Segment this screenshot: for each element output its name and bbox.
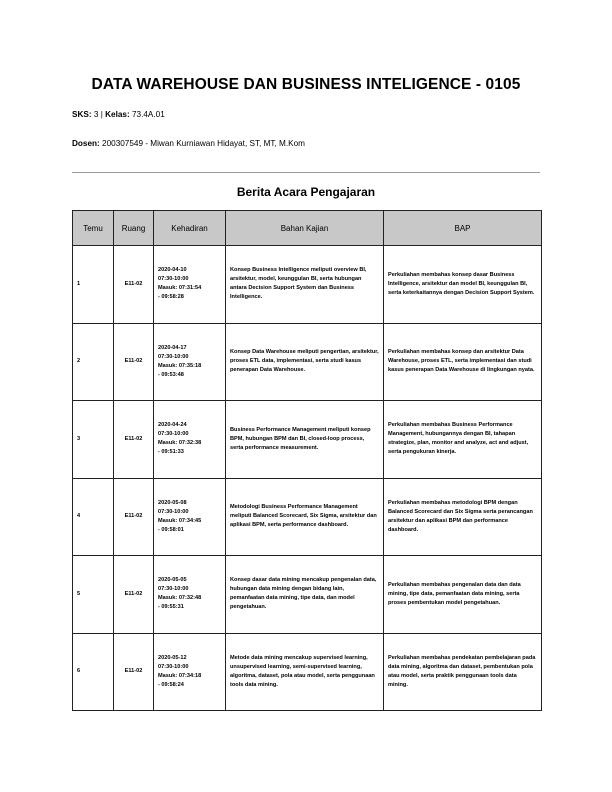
- attendance-checkin: Masuk: 07:32:48: [158, 595, 202, 602]
- col-header-kehadiran: Kehadiran: [154, 211, 226, 246]
- cell-bap: Perkuliahan membahas konsep dasar Business Intelligence, arsitektur dan model BI, keunggulan BI, serta keterkaitannya dengan Decision Support System.: [384, 246, 542, 324]
- attendance-date: 2020-05-08: [158, 499, 187, 506]
- attendance-checkout: - 09:58:01: [158, 526, 184, 533]
- cell-bahan-kajian: Konsep Business Intelligence meliputi overview BI, arsitektur, model, keunggulan BI, serta hubungan antara Decision Support System dan Business Intelligence.: [226, 246, 384, 324]
- cell-kehadiran: [154, 633, 226, 711]
- col-header-ruang: Ruang: [114, 211, 154, 246]
- attendance-checkout: - 09:58:28: [158, 294, 184, 301]
- cell-kehadiran: [154, 323, 226, 401]
- cell-bap: Perkuliahan membahas konsep dan arsitektur Data Warehouse, proses ETL, serta implementasi dan studi kasus penerapan Data Warehouse di lingkungan nyata.: [384, 323, 542, 401]
- cell-ruang: E11-02: [114, 323, 154, 401]
- table-row: [73, 478, 542, 556]
- attendance-checkin: Masuk: 07:34:18: [158, 672, 202, 679]
- kelas-value: 73.4A.01: [131, 110, 165, 119]
- course-title: DATA WAREHOUSE DAN BUSINESS INTELIGENCE - 0105: [91, 76, 521, 93]
- cell-ruang: E11-02: [114, 633, 154, 711]
- attendance-checkin: Masuk: 07:31:54: [158, 285, 202, 292]
- attendance-checkout: - 09:53:48: [158, 371, 184, 378]
- cell-ruang: E11-02: [114, 401, 154, 479]
- col-header-bahan-kajian: Bahan Kajian: [226, 211, 384, 246]
- table-row: [73, 633, 542, 711]
- kelas-label: Kelas:: [105, 110, 130, 119]
- attendance-checkout: - 09:55:31: [158, 604, 184, 611]
- section-title: Berita Acara Pengajaran: [236, 185, 376, 199]
- cell-kehadiran: [154, 246, 226, 324]
- lecturer-line: [72, 139, 305, 148]
- table-row: [73, 323, 542, 401]
- cell-temu: 6: [73, 633, 114, 711]
- attendance-checkout: - 09:51:33: [158, 449, 184, 456]
- attendance-checkin: Masuk: 07:32:38: [158, 440, 202, 447]
- table-row: [73, 246, 542, 324]
- cell-ruang: E11-02: [114, 478, 154, 556]
- col-header-bap: BAP: [384, 211, 542, 246]
- cell-bahan-kajian: Konsep dasar data mining mencakup pengenalan data, hubungan data mining dengan bidang lain, pemanfaatan data mining, tipe data, dan model pengetahuan.: [226, 556, 384, 634]
- attendance-schedule: 07:30-10:00: [158, 586, 189, 593]
- cell-bahan-kajian: Business Performance Management meliputi konsep BPM, hubungan BPM dan BI, closed-loop process, serta performance measurement.: [226, 401, 384, 479]
- cell-temu: 4: [73, 478, 114, 556]
- attendance-checkin: Masuk: 07:34:45: [158, 517, 202, 524]
- attendance-schedule: 07:30-10:00: [158, 431, 189, 438]
- table-row: [73, 401, 542, 479]
- attendance-date: 2020-04-10: [158, 267, 187, 274]
- cell-temu: 3: [73, 401, 114, 479]
- teaching-report-table: [72, 210, 542, 711]
- cell-bap: Perkuliahan membahas pengenalan data dan data mining, tipe data, pemanfaatan data mining, serta proses pembentukan model pengetahuan.: [384, 556, 542, 634]
- attendance-schedule: 07:30-10:00: [158, 508, 189, 515]
- dosen-value: 200307549 - Miwan Kurniawan Hidayat, ST, MT, M.Kom: [102, 139, 305, 148]
- cell-temu: 5: [73, 556, 114, 634]
- cell-bahan-kajian: Metodologi Business Performance Management meliputi Balanced Scorecard, Six Sigma, arsitektur dan aplikasi BPM, serta performance dashboard.: [226, 478, 384, 556]
- cell-ruang: E11-02: [114, 556, 154, 634]
- cell-bahan-kajian: Metode data mining mencakup supervised learning, unsupervised learning, semi-supervised learning, algoritma, dataset, pola atau model, serta penggunaan tools data mining.: [226, 633, 384, 711]
- attendance-date: 2020-04-24: [158, 422, 187, 429]
- divider: [72, 172, 540, 173]
- cell-kehadiran: [154, 478, 226, 556]
- attendance-schedule: 07:30-10:00: [158, 663, 189, 670]
- attendance-schedule: 07:30-10:00: [158, 276, 189, 283]
- info-separator: |: [100, 110, 103, 119]
- cell-bap: Perkuliahan membahas pendekatan pembelajaran pada data mining, algoritma dan dataset, pembentukan pola atau model, serta praktik penggunaan tools data mining.: [384, 633, 542, 711]
- cell-kehadiran: [154, 401, 226, 479]
- col-header-temu: Temu: [73, 211, 114, 246]
- cell-ruang: E11-02: [114, 246, 154, 324]
- attendance-date: 2020-05-12: [158, 654, 187, 661]
- dosen-label: Dosen:: [72, 139, 100, 148]
- cell-temu: 1: [73, 246, 114, 324]
- table-header-row: [73, 211, 542, 246]
- attendance-checkout: - 09:58:24: [158, 681, 184, 688]
- sks-label: SKS:: [72, 110, 92, 119]
- cell-bap: Perkuliahan membahas Business Performance Management, hubungannya dengan BI, tahapan strategize, plan, monitor and analyze, act and adjust, serta pengukuran kinerja.: [384, 401, 542, 479]
- table-row: [73, 556, 542, 634]
- cell-temu: 2: [73, 323, 114, 401]
- attendance-checkin: Masuk: 07:35:18: [158, 362, 202, 369]
- cell-kehadiran: [154, 556, 226, 634]
- attendance-date: 2020-04-17: [158, 344, 187, 351]
- attendance-schedule: 07:30-10:00: [158, 353, 189, 360]
- cell-bahan-kajian: Konsep Data Warehouse meliputi pengertian, arsitektur, proses ETL data, implementasi, serta studi kasus penerapan Data Warehouse.: [226, 323, 384, 401]
- course-info-line: [72, 110, 165, 119]
- attendance-date: 2020-05-05: [158, 577, 187, 584]
- sks-value: 3: [93, 110, 99, 119]
- cell-bap: Perkuliahan membahas metodologi BPM dengan Balanced Scorecard dan Six Sigma serta perancangan arsitektur dan aplikasi BPM dan performance dashboard.: [384, 478, 542, 556]
